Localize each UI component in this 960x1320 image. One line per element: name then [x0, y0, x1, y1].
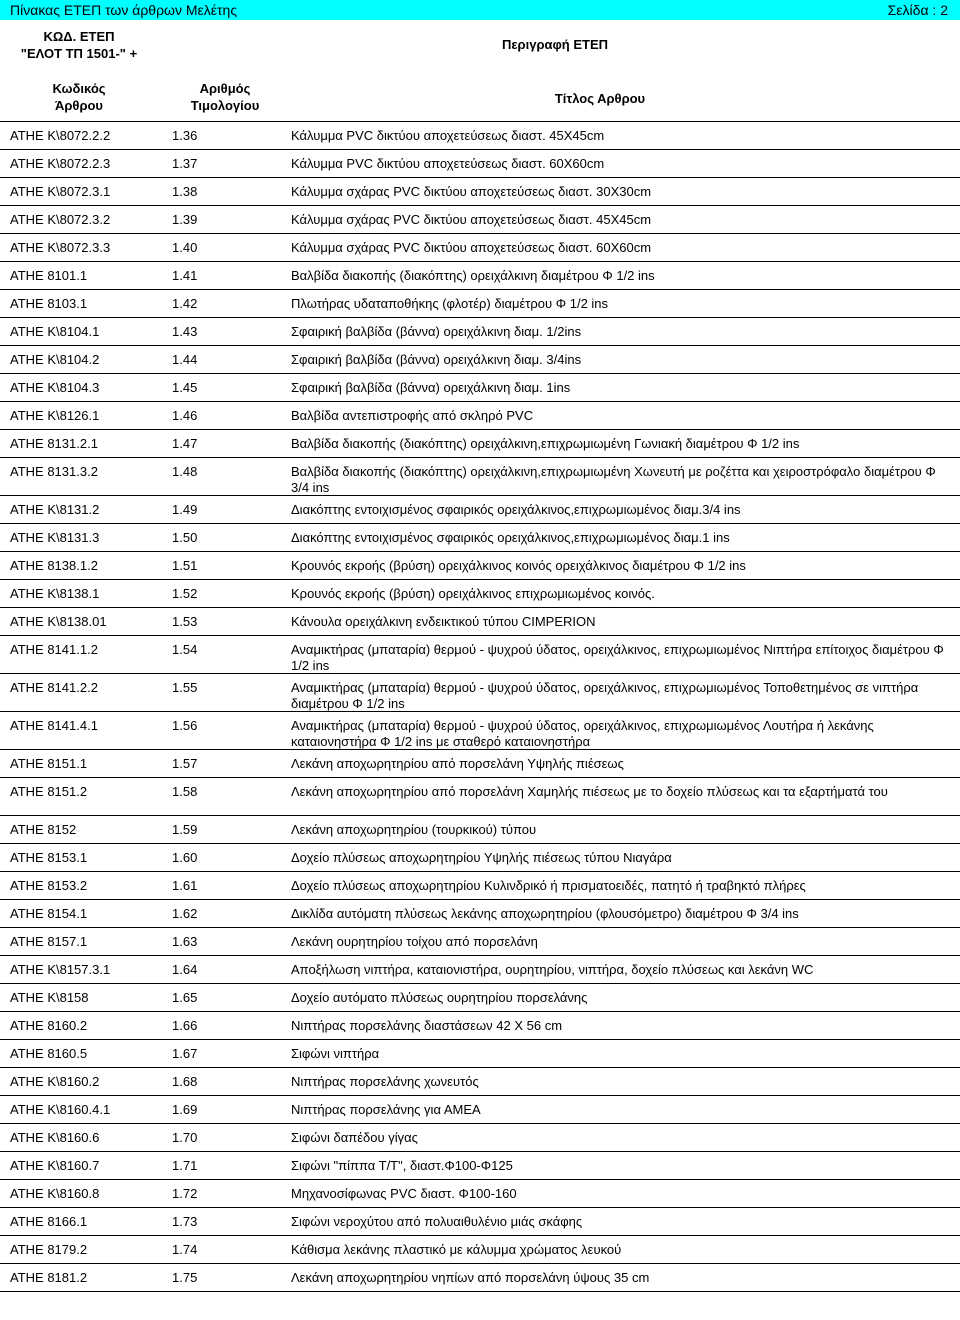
article-title: Κάλυμμα σχάρας PVC δικτύου αποχετεύσεως διαστ. 60Χ60cm [291, 240, 652, 255]
article-title: Νιπτήρας πορσελάνης χωνευτός [291, 1074, 479, 1089]
article-code: ΑΤΗΕ Κ\8160.6 [10, 1130, 100, 1145]
article-title: Λεκάνη αποχωρητηρίου από πορσελάνη Χαμηλής πιέσεως με το δοχείο πλύσεως και τα εξαρτήματά του [291, 784, 888, 799]
header-titlos-arthrou: Τίτλος Αρθρου [554, 91, 646, 106]
header-kodikos-arthrou [0, 80, 158, 114]
invoice-number: 1.72 [172, 1186, 198, 1201]
article-title: Κρουνός εκροής (βρύση) ορειχάλκινος κοινός ορειχάλκινος διαμέτρου Φ 1/2 ins [291, 558, 746, 573]
article-code: ΑΤΗΕ Κ\8072.3.1 [10, 184, 111, 199]
article-code: ΑΤΗΕ 8101.1 [10, 268, 88, 283]
article-code: ΑΤΗΕ Κ\8138.01 [10, 614, 107, 629]
article-title: Λεκάνη αποχωρητηρίου νηπίων από πορσελάνη ύψους 35 cm [291, 1270, 650, 1285]
article-code: ΑΤΗΕ Κ\8158 [10, 990, 89, 1005]
table-row [0, 844, 960, 872]
article-code: ΑΤΗΕ 8141.4.1 [10, 718, 98, 733]
invoice-number: 1.75 [172, 1270, 198, 1285]
header-arithmos-line1: Αριθμός [199, 81, 251, 96]
header-arithmos-line2: Τιμολογίου [190, 98, 260, 113]
invoice-number: 1.46 [172, 408, 198, 423]
article-title: Διακόπτης εντοιχισμένος σφαιρικός ορειχάλκινος,επιχρωμιωμένος διαμ.3/4 ins [291, 502, 741, 517]
invoice-number: 1.49 [172, 502, 198, 517]
articles-table-body [0, 122, 960, 1292]
article-code: ΑΤΗΕ Κ\8160.2 [10, 1074, 100, 1089]
article-title: Νιπτήρας πορσελάνης για ΑΜΕΑ [291, 1102, 481, 1117]
article-code: ΑΤΗΕ 8153.1 [10, 850, 88, 865]
invoice-number: 1.71 [172, 1158, 198, 1173]
table-row [0, 122, 960, 150]
table-row [0, 778, 960, 816]
article-title: Σφαιρική βαλβίδα (βάννα) ορειχάλκινη διαμ. 3/4ins [291, 352, 582, 367]
table-row [0, 1124, 960, 1152]
article-code: ΑΤΗΕ Κ\8157.3.1 [10, 962, 111, 977]
table-row [0, 956, 960, 984]
table-row [0, 984, 960, 1012]
article-title: Αναμικτήρας (μπαταρία) θερμού - ψυχρού ύδατος, ορειχάλκινος, επιχρωμιωμένος Λουτήρα ή λεκάνης καταιονηστήρα Φ 1/2 ins με σταθερό καταιονηστήρα [291, 718, 874, 749]
invoice-number: 1.39 [172, 212, 198, 227]
article-title: Βαλβίδα διακοπής (διακόπτης) ορειχάλκινη διαμέτρου Φ 1/2 ins [291, 268, 655, 283]
invoice-number: 1.51 [172, 558, 198, 573]
article-title: Σιφώνι "πίππα Τ/Τ", διαστ.Φ100-Φ125 [291, 1158, 513, 1173]
invoice-number: 1.43 [172, 324, 198, 339]
article-title: Βαλβίδα διακοπής (διακόπτης) ορειχάλκινη,επιχρωμιωμένη Γωνιακή διαμέτρου Φ 1/2 ins [291, 436, 800, 451]
article-code: ΑΤΗΕ Κ\8072.3.3 [10, 240, 111, 255]
article-code: ΑΤΗΕ 8151.2 [10, 784, 88, 799]
invoice-number: 1.40 [172, 240, 198, 255]
table-row [0, 318, 960, 346]
invoice-number: 1.42 [172, 296, 198, 311]
invoice-number: 1.55 [172, 680, 198, 695]
invoice-number: 1.56 [172, 718, 198, 733]
article-title: Αναμικτήρας (μπαταρία) θερμού - ψυχρού ύδατος, ορειχάλκινος, επιχρωμιωμένος Νιπτήρα επίτοιχος διαμέτρου Φ 1/2 ins [291, 642, 944, 673]
article-title: Κάλυμμα σχάρας PVC δικτύου αποχετεύσεως διαστ. 45Χ45cm [291, 212, 652, 227]
article-code: ΑΤΗΕ 8157.1 [10, 934, 88, 949]
invoice-number: 1.58 [172, 784, 198, 799]
table-row [0, 1208, 960, 1236]
invoice-number: 1.45 [172, 380, 198, 395]
invoice-number: 1.61 [172, 878, 198, 893]
page-number: Σελίδα : 2 [887, 2, 948, 18]
article-code: ΑΤΗΕ Κ\8072.3.2 [10, 212, 111, 227]
table-row [0, 524, 960, 552]
article-title: Βαλβίδα διακοπής (διακόπτης) ορειχάλκινη,επιχρωμιωμένη Χωνευτή με ροζέττα και χειροστρόφαλο διαμέτρου Φ 3/4 ins [291, 464, 936, 495]
article-title: Κρουνός εκροής (βρύση) ορειχάλκινος επιχρωμιωμένος κοινός. [291, 586, 655, 601]
table-row [0, 402, 960, 430]
article-title: Δοχείο αυτόματο πλύσεως ουρητηρίου πορσελάνης [291, 990, 588, 1005]
invoice-number: 1.67 [172, 1046, 198, 1061]
article-code: ΑΤΗΕ Κ\8104.2 [10, 352, 100, 367]
table-row [0, 636, 960, 674]
article-title: Σφαιρική βαλβίδα (βάννα) ορειχάλκινη διαμ. 1/2ins [291, 324, 582, 339]
invoice-number: 1.74 [172, 1242, 198, 1257]
article-title: Διακόπτης εντοιχισμένος σφαιρικός ορειχάλκινος,επιχρωμιωμένος διαμ.1 ins [291, 530, 730, 545]
invoice-number: 1.54 [172, 642, 198, 657]
invoice-number: 1.69 [172, 1102, 198, 1117]
invoice-number: 1.50 [172, 530, 198, 545]
table-row [0, 1040, 960, 1068]
table-row [0, 234, 960, 262]
article-code: ΑΤΗΕ Κ\8160.8 [10, 1186, 100, 1201]
article-title: Σιφώνι δαπέδου γίγας [291, 1130, 418, 1145]
article-code: ΑΤΗΕ 8181.2 [10, 1270, 88, 1285]
table-row [0, 1152, 960, 1180]
invoice-number: 1.41 [172, 268, 198, 283]
table-row [0, 1264, 960, 1292]
article-code: ΑΤΗΕ Κ\8160.4.1 [10, 1102, 111, 1117]
article-code: ΑΤΗΕ Κ\8104.3 [10, 380, 100, 395]
table-row [0, 816, 960, 844]
article-title: Κάθισμα λεκάνης πλαστικό με κάλυμμα χρώματος λευκού [291, 1242, 622, 1257]
article-code: ΑΤΗΕ 8141.1.2 [10, 642, 98, 657]
article-code: ΑΤΗΕ 8131.3.2 [10, 464, 98, 479]
table-row [0, 900, 960, 928]
article-title: Πλωτήρας υδαταποθήκης (φλοτέρ) διαμέτρου Φ 1/2 ins [291, 296, 609, 311]
invoice-number: 1.47 [172, 436, 198, 451]
article-title: Αποξήλωση νιπτήρα, καταιονιστήρα, ουρητηρίου, νιπτήρα, δοχείο πλύσεως και λεκάνη WC [291, 962, 814, 977]
table-row [0, 1180, 960, 1208]
article-code: ΑΤΗΕ 8153.2 [10, 878, 88, 893]
article-code: ΑΤΗΕ 8103.1 [10, 296, 88, 311]
article-title: Δικλίδα αυτόματη πλύσεως λεκάνης αποχωρητηρίου (φλουσόμετρο) διαμέτρου Φ 3/4 ins [291, 906, 799, 921]
header-kod-etep-line1: ΚΩΔ. ΕΤΕΠ [43, 29, 115, 44]
table-row [0, 206, 960, 234]
table-row [0, 346, 960, 374]
table-row [0, 552, 960, 580]
invoice-number: 1.59 [172, 822, 198, 837]
table-row [0, 580, 960, 608]
table-row [0, 608, 960, 636]
header-kodikos-line2: Άρθρου [54, 98, 103, 113]
article-code: ΑΤΗΕ 8138.1.2 [10, 558, 98, 573]
article-title: Σιφώνι νεροχύτου από πολυαιθυλένιο μιάς σκάφης [291, 1214, 583, 1229]
invoice-number: 1.44 [172, 352, 198, 367]
document-title: Πίνακας ΕΤΕΠ των άρθρων Μελέτης [10, 2, 238, 18]
article-code: ΑΤΗΕ Κ\8072.2.3 [10, 156, 111, 171]
table-row [0, 750, 960, 778]
article-code: ΑΤΗΕ Κ\8131.3 [10, 530, 100, 545]
article-title: Λεκάνη αποχωρητηρίου από πορσελάνη Υψηλής πιέσεως [291, 756, 624, 771]
article-title: Λεκάνη αποχωρητηρίου (τουρκικού) τύπου [291, 822, 537, 837]
table-row [0, 1012, 960, 1040]
article-code: ΑΤΗΕ 8166.1 [10, 1214, 88, 1229]
article-code: ΑΤΗΕ Κ\8126.1 [10, 408, 100, 423]
table-row [0, 1068, 960, 1096]
header-kod-etep-line2: "ΕΛΟΤ ΤΠ 1501-" + [20, 46, 138, 61]
page-header-bar [0, 0, 960, 20]
table-row [0, 262, 960, 290]
invoice-number: 1.57 [172, 756, 198, 771]
invoice-number: 1.66 [172, 1018, 198, 1033]
article-title: Κάλυμμα PVC δικτύου αποχετεύσεως διαστ. 45Χ45cm [291, 128, 605, 143]
article-title: Κάλυμμα σχάρας PVC δικτύου αποχετεύσεως διαστ. 30Χ30cm [291, 184, 652, 199]
table-row [0, 496, 960, 524]
table-row [0, 430, 960, 458]
invoice-number: 1.38 [172, 184, 198, 199]
article-code: ΑΤΗΕ Κ\8160.7 [10, 1158, 100, 1173]
article-code: ΑΤΗΕ 8160.2 [10, 1018, 88, 1033]
invoice-number: 1.62 [172, 906, 198, 921]
invoice-number: 1.37 [172, 156, 198, 171]
article-title: Αναμικτήρας (μπαταρία) θερμού - ψυχρού ύδατος, ορειχάλκινος, επιχρωμιωμένος Τοποθετημένος σε νιπτήρα διαμέτρου Φ 1/2 ins [291, 680, 919, 711]
article-code: ΑΤΗΕ 8152 [10, 822, 77, 837]
invoice-number: 1.36 [172, 128, 198, 143]
article-title: Σιφώνι νιπτήρα [291, 1046, 380, 1061]
article-code: ΑΤΗΕ 8179.2 [10, 1242, 88, 1257]
article-code: ΑΤΗΕ 8151.1 [10, 756, 88, 771]
table-row [0, 712, 960, 750]
article-code: ΑΤΗΕ Κ\8072.2.2 [10, 128, 111, 143]
article-code: ΑΤΗΕ Κ\8131.2 [10, 502, 100, 517]
article-title: Κάλυμμα PVC δικτύου αποχετεύσεως διαστ. 60Χ60cm [291, 156, 605, 171]
table-row [0, 178, 960, 206]
row-divider [0, 1291, 960, 1292]
article-title: Κάνουλα ορειχάλκινη ενδεικτικού τύπου CIMPERION [291, 614, 596, 629]
table-row [0, 150, 960, 178]
invoice-number: 1.60 [172, 850, 198, 865]
article-code: ΑΤΗΕ 8141.2.2 [10, 680, 98, 695]
invoice-number: 1.65 [172, 990, 198, 1005]
header-arithmos-timologiou [160, 80, 290, 114]
article-code: ΑΤΗΕ 8160.5 [10, 1046, 88, 1061]
invoice-number: 1.68 [172, 1074, 198, 1089]
article-code: ΑΤΗΕ Κ\8138.1 [10, 586, 100, 601]
invoice-number: 1.48 [172, 464, 198, 479]
table-row [0, 290, 960, 318]
table-row [0, 928, 960, 956]
invoice-number: 1.53 [172, 614, 198, 629]
table-row [0, 374, 960, 402]
article-code: ΑΤΗΕ 8154.1 [10, 906, 88, 921]
article-title: Νιπτήρας πορσελάνης διαστάσεων 42 Χ 56 cm [291, 1018, 563, 1033]
invoice-number: 1.70 [172, 1130, 198, 1145]
table-row [0, 872, 960, 900]
invoice-number: 1.73 [172, 1214, 198, 1229]
invoice-number: 1.52 [172, 586, 198, 601]
invoice-number: 1.63 [172, 934, 198, 949]
invoice-number: 1.64 [172, 962, 198, 977]
article-title: Σφαιρική βαλβίδα (βάννα) ορειχάλκινη διαμ. 1ins [291, 380, 571, 395]
header-kodikos-line1: Κωδικός [52, 81, 106, 96]
article-title: Δοχείο πλύσεως αποχωρητηρίου Υψηλής πιέσεως τύπου Νιαγάρα [291, 850, 672, 865]
article-title: Μηχανοσίφωνας PVC διαστ. Φ100-160 [291, 1186, 517, 1201]
article-code: ΑΤΗΕ Κ\8104.1 [10, 324, 100, 339]
header-perigrafi-etep: Περιγραφή ΕΤΕΠ [502, 37, 608, 52]
article-code: ΑΤΗΕ 8131.2.1 [10, 436, 98, 451]
table-row [0, 674, 960, 712]
table-row [0, 1096, 960, 1124]
article-title: Δοχείο πλύσεως αποχωρητηρίου Κυλινδρικό ή πρισματοειδές, πατητό ή τραβηκτό πλήρες [291, 878, 806, 893]
header-kod-etep [0, 28, 158, 62]
article-title: Βαλβίδα αντεπιστροφής από σκληρό PVC [291, 408, 534, 423]
table-row [0, 458, 960, 496]
table-row [0, 1236, 960, 1264]
article-title: Λεκάνη ουρητηρίου τοίχου από πορσελάνη [291, 934, 538, 949]
